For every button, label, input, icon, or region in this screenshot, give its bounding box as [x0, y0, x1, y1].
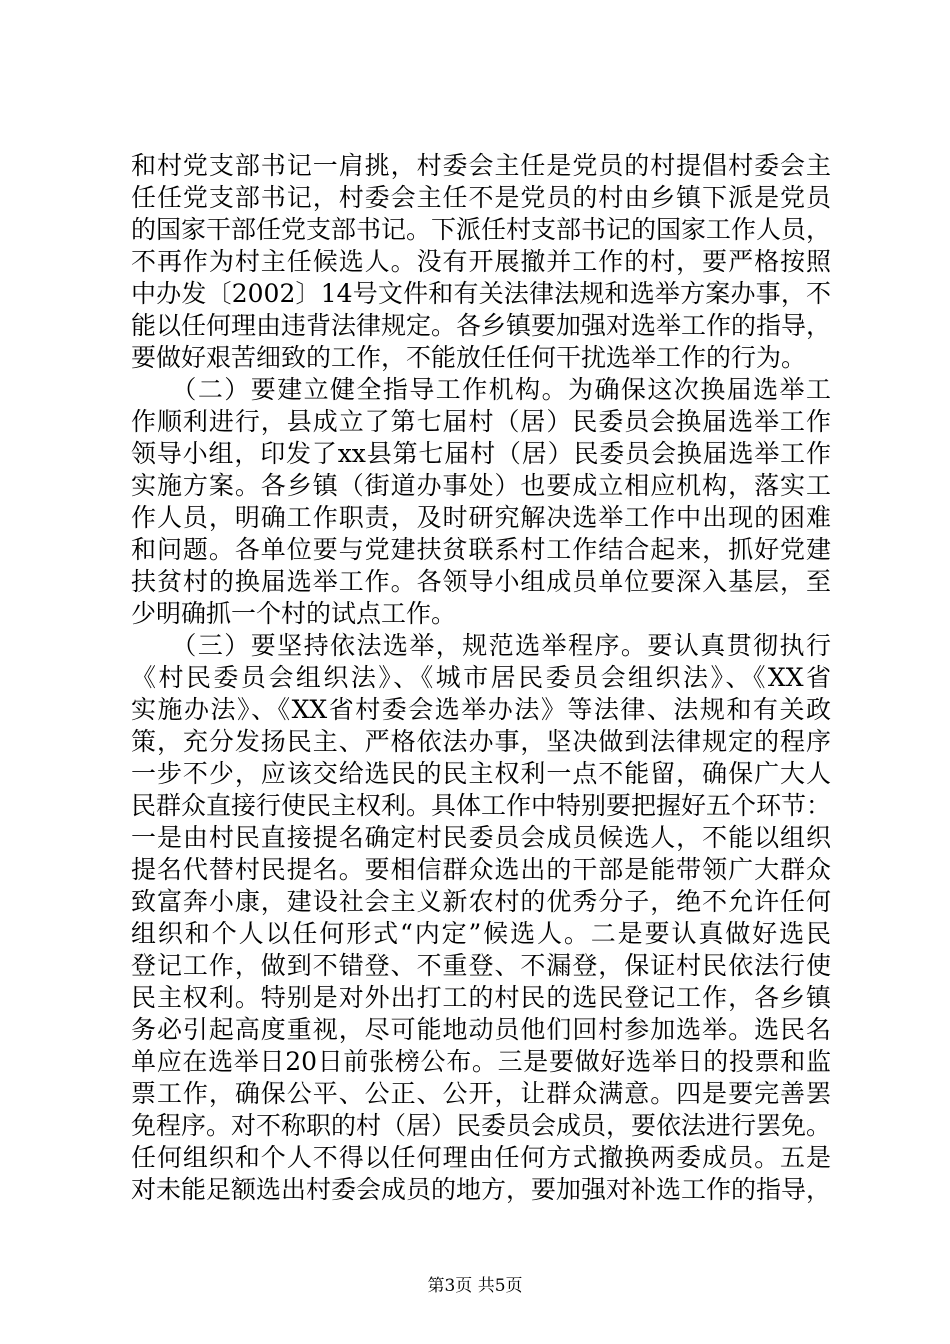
text-line: 票工作，确保公平、公正、公开，让群众满意。四是要完善罢 [131, 1079, 831, 1108]
text-line: 实施办法》、《XX省村委会选举办法》等法律、法规和有关政 [131, 695, 831, 724]
text-line: 和村党支部书记一肩挑，村委会主任是党员的村提倡村委会主 [131, 151, 831, 180]
page-footer: 第3页 共5页 [427, 1276, 523, 1296]
text-line: 《村民委员会组织法》、《城市居民委员会组织法》、《XX省 [131, 663, 831, 692]
text-line: 要做好艰苦细致的工作，不能放任任何干扰选举工作的行为。 [131, 343, 807, 372]
document-body [131, 150, 831, 1206]
text-line: 任何组织和个人不得以任何理由任何方式撤换两委成员。五是 [131, 1143, 831, 1172]
text-line: 致富奔小康，建设社会主义新农村的优秀分子，绝不允许任何 [131, 887, 831, 916]
text-line: 民主权利。特别是对外出打工的村民的选民登记工作，各乡镇 [131, 983, 831, 1012]
paragraph-heading-line: （二）要建立健全指导工作机构。为确保这次换届选举工 [131, 375, 831, 404]
text-line: 一步不少，应该交给选民的民主权利一点不能留，确保广大人 [131, 759, 831, 788]
text-line: 领导小组，印发了xx县第七届村（居）民委员会换届选举工作 [131, 439, 831, 468]
text-line: 少明确抓一个村的试点工作。 [131, 599, 457, 628]
text-line: 务必引起高度重视，尽可能地动员他们回村参加选举。选民名 [131, 1015, 831, 1044]
text-line: 任任党支部书记，村委会主任不是党员的村由乡镇下派是党员 [131, 183, 831, 212]
text-line: 对未能足额选出村委会成员的地方，要加强对补选工作的指导， [131, 1175, 832, 1204]
text-line: 的国家干部任党支部书记。下派任村支部书记的国家工作人员， [131, 215, 832, 244]
text-line: 作人员，明确工作职责，及时研究解决选举工作中出现的困难 [131, 503, 831, 532]
text-line: 登记工作，做到不错登、不重登、不漏登，保证村民依法行使 [131, 951, 831, 980]
text-line: 组织和个人以任何形式“内定”候选人。二是要认真做好选民 [131, 919, 831, 948]
paragraph-heading-line: （三）要坚持依法选举，规范选举程序。要认真贯彻执行 [131, 631, 831, 660]
text-line: 提名代替村民提名。要相信群众选出的干部是能带领广大群众 [131, 855, 831, 884]
text-line: 一是由村民直接提名确定村民委员会成员候选人，不能以组织 [131, 823, 831, 852]
text-line: 策，充分发扬民主、严格依法办事，坚决做到法律规定的程序 [131, 727, 831, 756]
text-line: 作顺利进行，县成立了第七届村（居）民委员会换届选举工作 [131, 407, 831, 436]
text-line: 单应在选举日20日前张榜公布。三是要做好选举日的投票和监 [131, 1047, 831, 1076]
text-line: 扶贫村的换届选举工作。各领导小组成员单位要深入基层，至 [131, 567, 831, 596]
text-line: 民群众直接行使民主权利。具体工作中特别要把握好五个环节： [131, 791, 832, 820]
text-line: 不再作为村主任候选人。没有开展撤并工作的村，要严格按照 [131, 247, 831, 276]
text-line: 中办发〔2002〕14号文件和有关法律法规和选举方案办事，不 [131, 279, 831, 308]
text-line: 能以任何理由违背法律规定。各乡镇要加强对选举工作的指导， [131, 311, 832, 340]
text-line: 实施方案。各乡镇（街道办事处）也要成立相应机构，落实工 [131, 471, 831, 500]
text-line: 和问题。各单位要与党建扶贫联系村工作结合起来，抓好党建 [131, 535, 831, 564]
text-line: 免程序。对不称职的村（居）民委员会成员，要依法进行罢免。 [131, 1111, 832, 1140]
